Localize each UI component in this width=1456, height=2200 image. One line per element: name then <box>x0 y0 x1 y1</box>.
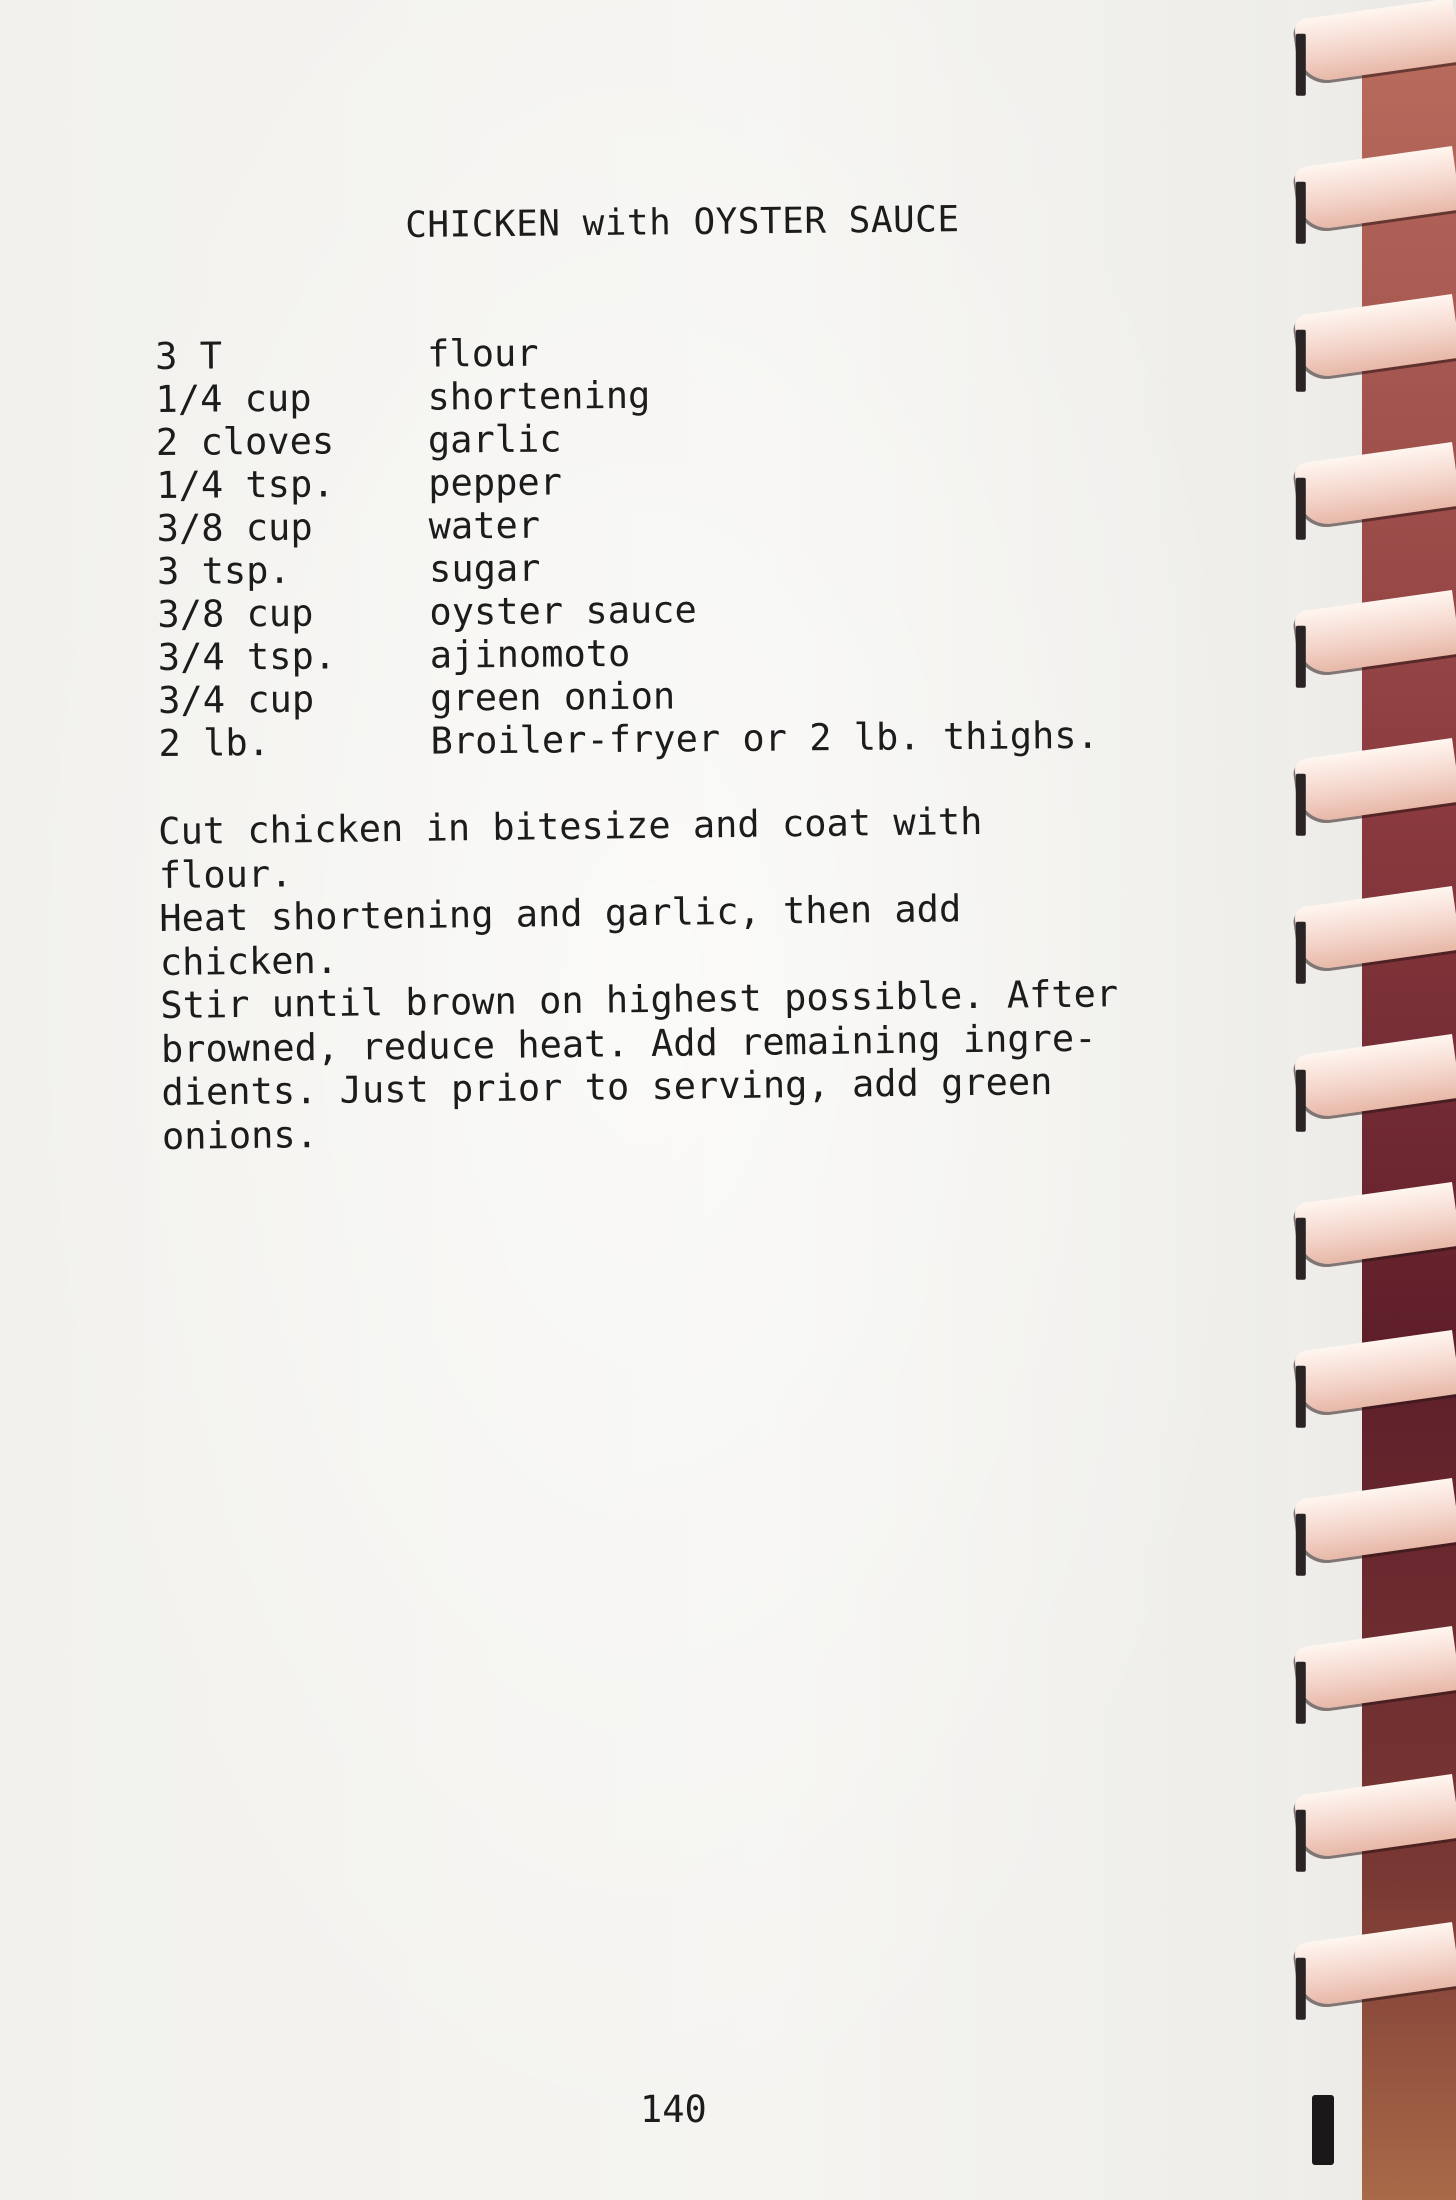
ingredient-name: green onion <box>429 674 676 720</box>
ingredient-quantity: 3/4 tsp. <box>157 634 337 679</box>
ingredient-name: sugar <box>428 546 541 591</box>
ingredient-quantity: 2 cloves <box>155 419 335 464</box>
ingredient-name: shortening <box>427 373 651 419</box>
ingredient-name: flour <box>426 331 539 376</box>
ingredient-name: ajinomoto <box>429 631 631 677</box>
spiral-binding <box>1290 0 1456 2200</box>
ingredient-quantity: 3 T <box>155 334 223 378</box>
ingredient-name: garlic <box>427 417 562 462</box>
ingredient-name: Broiler-fryer or 2 lb. thighs. <box>430 713 1099 763</box>
back-cover-spine <box>1362 60 1456 2200</box>
ingredient-name: oyster sauce <box>429 588 697 634</box>
recipe-directions: Cut chicken in bitesize and coat with flour. Heat shortening and garlic, then add chicken. Stir until brown on highest possible. After browned, reduce heat. Add remaining ingre- dients. Just prior to serving, add green onions. <box>158 799 1119 1158</box>
ingredient-list <box>155 327 1099 765</box>
binding-hole <box>1312 2095 1334 2165</box>
ingredient-quantity: 3 tsp. <box>156 548 291 593</box>
ingredient-name: pepper <box>428 460 563 505</box>
ingredient-name: water <box>428 503 541 548</box>
ingredient-quantity: 3/4 cup <box>158 677 315 722</box>
ingredient-quantity: 3/8 cup <box>157 591 314 636</box>
ingredient-quantity: 1/4 cup <box>155 376 312 421</box>
ingredient-quantity: 3/8 cup <box>156 505 313 550</box>
ingredient-quantity: 2 lb. <box>158 721 271 765</box>
ingredient-row <box>158 714 1099 765</box>
page-number: 140 <box>640 2088 707 2131</box>
ingredient-quantity: 1/4 tsp. <box>156 462 335 507</box>
recipe-title: CHICKEN with OYSTER SAUCE <box>405 199 960 246</box>
